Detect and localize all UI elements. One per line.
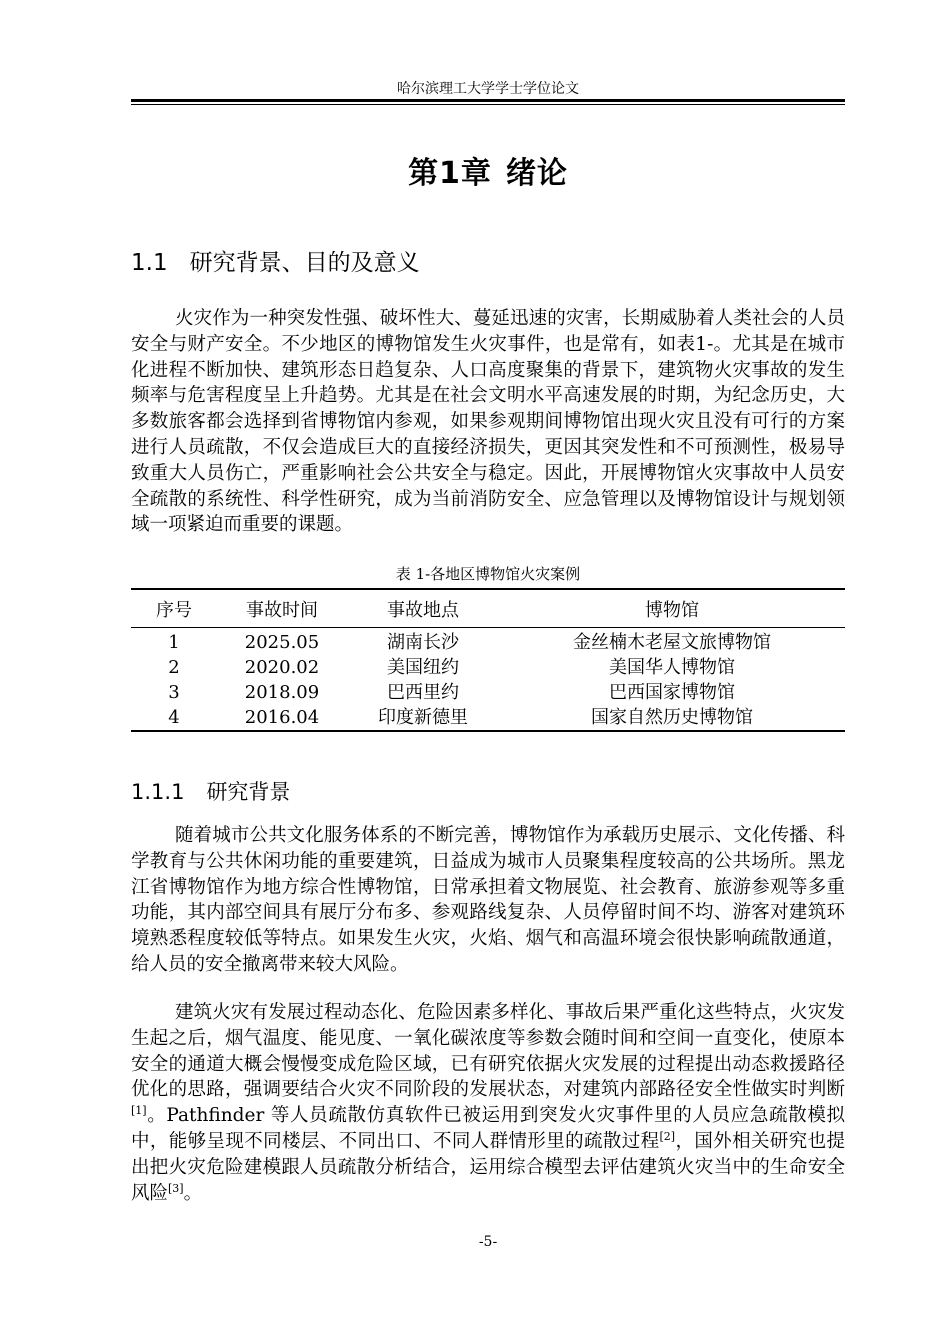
table-cell: 3 [168, 682, 180, 703]
table-cell: 2025.05 [244, 632, 320, 653]
subsection-number: 1.1.1 [131, 780, 185, 804]
table-cell: 2016.04 [244, 707, 320, 728]
table-cell: 美国华人博物馆 [609, 657, 735, 678]
column-header: 事故时间 [246, 599, 318, 621]
table-cell: 湖南长沙 [387, 632, 459, 653]
table-cell: 2018.09 [244, 682, 320, 703]
table-cell: 美国纽约 [387, 657, 459, 678]
table-cell: 1 [168, 632, 180, 653]
table-header-row [131, 589, 845, 628]
paragraph-text: 。 [183, 1182, 203, 1204]
citation-ref-1: [1] [131, 1104, 147, 1118]
paragraph-text: 。Pathfinder 等人员疏散仿真软件已被运用到突发火灾事件里的人员应急疏散模拟中，能够呈现不同楼层、不同出口、不同人群情形里的疏散过程 [131, 1105, 845, 1152]
running-header: 哈尔滨理工大学学士学位论文 [397, 81, 579, 97]
chapter-name: 绪论 [505, 156, 568, 191]
citation-ref-3: [3] [168, 1181, 184, 1195]
header-rule-thin [131, 104, 845, 105]
column-header: 事故地点 [387, 599, 459, 621]
page-number: -5- [478, 1234, 498, 1250]
table-row [131, 655, 845, 680]
table-cell: 金丝楠木老屋文旅博物馆 [573, 632, 771, 653]
subsection-title: 研究背景 [206, 780, 291, 804]
header-rule-thick [131, 99, 845, 102]
paragraph-text: 建筑火灾有发展过程动态化、危险因素多样化、事故后果严重化这些特点，火灾发生起之后，烟气温度、能见度、一氧化碳浓度等参数会随时间和空间一直变化，使原本安全的通道大概会慢慢变成危险区域，已有研究依据火灾发展的过程提出动态救援路径优化的思路，强调要结合火灾不同阶段的发展状态，对建筑内部路径安全性做实时判断 [131, 1002, 845, 1101]
paragraph-fire-intro: 火灾作为一种突发性强、破坏性大、蔓延迅速的灾害，长期威胁着人类社会的人员安全与财产安全。不少地区的博物馆发生火灾事件，也是常有，如表1-。尤其是在城市化进程不断加快、建筑形态日趋复杂、人口高度聚集的背景下，建筑物火灾事故的发生频率与危害程度呈上升趋势。尤其是在社会文明水平高速发展的时期，为纪念历史，大多数旅客都会选择到省博物馆内参观，如果参观期间博物馆出现火灾且没有可行的方案进行人员疏散，不仅会造成巨大的直接经济损失，更因其突发性和不可预测性，极易导致重大人员伤亡，严重影响社会公共安全与稳定。因此，开展博物馆火灾事故中人员安全疏散的系统性、科学性研究，成为当前消防安全、应急管理以及博物馆设计与规划领域一项紧迫而重要的课题。 [131, 308, 845, 536]
citation-ref-2: [2] [659, 1129, 676, 1143]
chapter-title [131, 152, 845, 196]
section-heading [131, 246, 420, 280]
table-cell: 4 [168, 707, 180, 728]
table-row [131, 705, 845, 731]
table-cell: 2020.02 [244, 657, 320, 678]
chapter-label: 第1章 [408, 156, 492, 191]
table-cell: 2 [168, 657, 180, 678]
table-cell: 巴西里约 [387, 682, 459, 703]
table-row [131, 680, 845, 705]
table-row [131, 628, 845, 656]
column-header: 序号 [156, 599, 192, 621]
paragraph-text: ，国外相关研究也提出把火灾危险建模跟人员疏散分析结合，运用综合模型去评估建筑火灾当中的生命安全风险 [131, 1130, 845, 1204]
table-cell: 巴西国家博物馆 [609, 682, 735, 703]
section-title: 研究背景、目的及意义 [189, 250, 420, 276]
table-cell: 印度新德里 [378, 707, 468, 728]
table-cell: 国家自然历史博物馆 [591, 707, 753, 728]
paragraph-museum-background: 随着城市公共文化服务体系的不断完善，博物馆作为承载历史展示、文化传播、科学教育与公共休闲功能的重要建筑，日益成为城市人员聚集程度较高的公共场所。黑龙江省博物馆作为地方综合性博物馆，日常承担着文物展览、社会教育、旅游参观等多重功能，其内部空间具有展厅分布多、参观路线复杂、人员停留时间不均、游客对建筑环境熟悉程度较低等特点。如果发生火灾，火焰、烟气和高温环境会很快影响疏散通道，给人员的安全撤离带来较大风险。 [131, 825, 845, 975]
subsection-heading [131, 776, 290, 808]
table-caption: 表 1-各地区博物馆火灾案例 [395, 565, 581, 583]
section-number: 1.1 [131, 250, 168, 276]
column-header: 博物馆 [645, 599, 699, 621]
museum-fire-table [131, 588, 845, 732]
paragraph-fire-dynamics [131, 1000, 845, 1206]
